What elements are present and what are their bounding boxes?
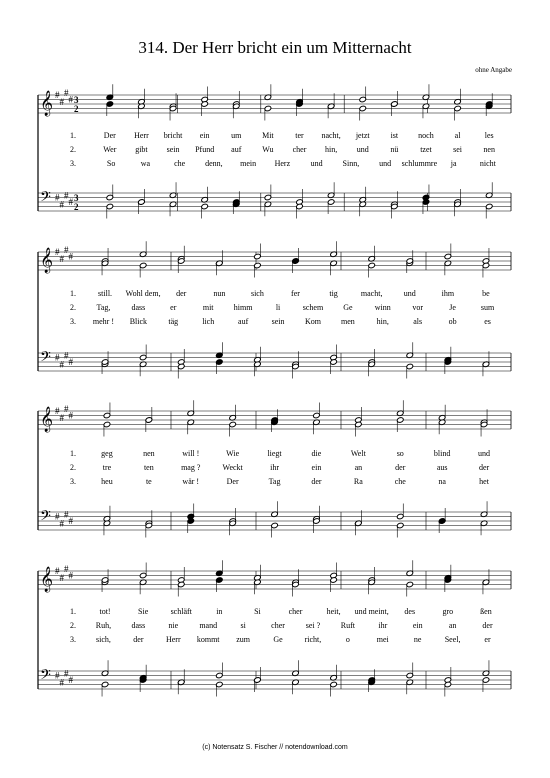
note-head [406, 363, 414, 370]
lyric-syllable: Der [103, 131, 116, 140]
lyric-syllable: Tag [268, 477, 281, 486]
lyric-syllable: der [395, 463, 406, 472]
sharp-icon: # [68, 251, 73, 262]
treble-clef-icon: 𝄞 [40, 407, 54, 432]
note-head [327, 199, 335, 206]
note-head [313, 412, 321, 419]
lyric-syllable: mit [202, 303, 214, 312]
lyric-syllable: li [275, 303, 281, 312]
lyric-syllable: denn, [205, 159, 223, 168]
lyric-syllable: Welt [350, 449, 366, 458]
lyric-syllable: ein [199, 131, 210, 140]
treble-clef-icon: 𝄞 [40, 248, 54, 273]
lyric-syllable: macht, [360, 289, 383, 298]
lyric-syllable: Pfund [195, 145, 215, 154]
bass-clef-icon: 𝄢 [40, 189, 51, 209]
note-head [216, 681, 224, 688]
note-head [216, 672, 224, 679]
lyric-syllable: ihm [441, 289, 455, 298]
lyric-syllable: richt, [304, 635, 322, 644]
lyric-syllable: und meint, [354, 607, 389, 616]
lyric-syllable: dass [131, 621, 146, 630]
sharp-icon: # [64, 563, 69, 574]
lyric-syllable: himm [233, 303, 253, 312]
lyric-syllable: gibt [135, 145, 148, 154]
note-head [406, 672, 414, 679]
lyric-syllable: ten [143, 463, 154, 472]
sharp-icon: # [64, 668, 69, 679]
lyric-syllable: der [176, 289, 187, 298]
time-signature: 2 [74, 104, 79, 114]
note-head [264, 105, 272, 112]
lyric-syllable: ein [412, 621, 423, 630]
sharp-icon: # [55, 670, 60, 681]
note-head [359, 105, 367, 112]
time-signature: 2 [74, 202, 79, 212]
sharp-icon: # [64, 350, 69, 361]
lyric-syllable: des [404, 607, 416, 616]
lyric-syllable: und [478, 449, 491, 458]
sharp-icon: # [64, 244, 69, 255]
lyric-syllable: ihr [378, 621, 388, 630]
note-head [454, 105, 462, 112]
lyric-syllable: sum [480, 303, 495, 312]
note-head [216, 577, 224, 584]
lyric-syllable: Tag, [96, 303, 111, 312]
lyric-syllable: ist [390, 131, 399, 140]
lyric-syllable: mehr ! [92, 317, 115, 326]
lyric-syllable: het [479, 477, 489, 486]
lyric-syllable: es [484, 317, 491, 326]
lyric-syllable: na [438, 477, 446, 486]
lyric-syllable: tzet [420, 145, 432, 154]
lyric-syllable: ßen [480, 607, 492, 616]
note-head [139, 262, 147, 269]
lyric-syllable: nie [168, 621, 179, 630]
lyric-syllable: täg [168, 317, 179, 326]
lyric-syllable: Wie [226, 449, 240, 458]
sharp-icon: # [59, 412, 64, 423]
note-head [444, 253, 452, 260]
note-head [482, 677, 490, 684]
lyric-syllable: nicht [479, 159, 496, 168]
treble-clef-icon: 𝄞 [40, 91, 54, 116]
note-head [368, 262, 376, 269]
lyric-syllable: Kom [304, 317, 321, 326]
note-head [271, 522, 279, 529]
lyric-syllable: Seel, [444, 635, 461, 644]
lyric-syllable: cher [288, 607, 303, 616]
note-head [254, 677, 262, 684]
lyric-syllable: si [240, 621, 246, 630]
note-head [396, 417, 404, 424]
lyric-syllable: Ra [353, 477, 363, 486]
lyric-syllable: zum [236, 635, 251, 644]
lyric-syllable: und [310, 159, 323, 168]
lyric-syllable: wär ! [182, 477, 200, 486]
lyric-syllable: Der [226, 477, 239, 486]
lyric-syllable: nacht, [321, 131, 341, 140]
lyric-syllable: auf [238, 317, 249, 326]
sharp-icon: # [55, 511, 60, 522]
note-head [139, 354, 147, 361]
sharp-icon: # [59, 253, 64, 264]
verse-number: 2. [70, 145, 76, 154]
lyric-syllable: sei ? [305, 621, 321, 630]
note-head [391, 101, 399, 108]
lyric-syllable: al [454, 131, 461, 140]
sharp-icon: # [64, 190, 69, 201]
lyric-syllable: heit, [326, 607, 341, 616]
lyric-syllable: liegt [267, 449, 282, 458]
footer-copyright: (c) Notensatz S. Fischer // notendownload.com [202, 744, 348, 751]
lyric-syllable: Sie [138, 607, 149, 616]
note-head [229, 421, 237, 428]
lyric-syllable: fer [291, 289, 300, 298]
lyric-syllable: und [356, 145, 369, 154]
lyric-syllable: der [482, 621, 493, 630]
lyric-syllable: sich [250, 289, 264, 298]
sharp-icon: # [59, 518, 64, 529]
lyric-syllable: Blick [129, 317, 148, 326]
verse-number: 2. [70, 463, 76, 472]
note-head [406, 581, 414, 588]
lyric-syllable: che [394, 477, 406, 486]
sharp-icon: # [64, 403, 69, 414]
sharp-icon: # [59, 96, 64, 107]
lyric-syllable: mein [240, 159, 257, 168]
lyric-syllable: Ruh, [95, 621, 112, 630]
lyric-syllable: schem [302, 303, 324, 312]
lyric-syllable: Herr [165, 635, 181, 644]
lyric-syllable: Herz [274, 159, 291, 168]
lyric-syllable: Sinn, [342, 159, 360, 168]
sharp-icon: # [68, 94, 73, 105]
lyric-syllable: les [484, 131, 494, 140]
lyric-syllable: men [340, 317, 355, 326]
lyric-syllable: jetzt [355, 131, 370, 140]
lyric-syllable: nen [483, 145, 495, 154]
lyric-syllable: che [174, 159, 186, 168]
sharp-icon: # [55, 247, 60, 257]
note-head [106, 101, 114, 108]
lyric-syllable: nun [213, 289, 226, 298]
note-head [201, 203, 209, 210]
lyric-syllable: Ge [343, 303, 353, 312]
verse-number: 3. [70, 635, 76, 644]
lyric-syllable: die [311, 449, 322, 458]
lyric-syllable: auf [231, 145, 242, 154]
lyric-syllable: Mit [262, 131, 274, 140]
note-head [145, 417, 153, 424]
note-head [254, 262, 262, 269]
note-head [101, 681, 109, 688]
sharp-icon: # [64, 509, 69, 520]
lyric-syllable: tre [102, 463, 112, 472]
lyric-syllable: winn [374, 303, 391, 312]
lyric-syllable: ter [295, 131, 304, 140]
lyric-syllable: und [379, 159, 392, 168]
sharp-icon: # [55, 406, 60, 416]
lyric-syllable: te [145, 477, 152, 486]
sharp-icon: # [59, 677, 64, 688]
lyric-syllable: noch [418, 131, 434, 140]
lyric-syllable: der [478, 463, 490, 472]
lyric-syllable: Herr [134, 131, 149, 140]
lyric-syllable: der [311, 477, 322, 486]
lyric-syllable: als [413, 317, 423, 326]
lyric-syllable: schlummre [401, 159, 438, 168]
lyric-syllable: nü [390, 145, 399, 154]
verse-number: 3. [70, 477, 76, 486]
lyric-syllable: ob [448, 317, 457, 326]
lyric-syllable: cher [292, 145, 307, 154]
lyric-syllable: Je [449, 303, 456, 312]
verse-number: 1. [70, 607, 76, 616]
time-signature: 3 [74, 193, 79, 203]
lyric-syllable: Weckt [222, 463, 243, 472]
sharp-icon: # [68, 357, 73, 367]
verse-number: 1. [70, 131, 76, 140]
lyric-syllable: mag ? [181, 463, 201, 472]
sharp-icon: # [59, 572, 64, 583]
lyric-syllable: Wer [103, 145, 117, 154]
lyric-syllable: still. [98, 289, 113, 298]
bass-clef-icon: 𝄢 [40, 508, 51, 528]
note-head [330, 681, 338, 688]
lyric-syllable: gro [442, 607, 454, 616]
note-head [264, 194, 272, 201]
lyric-syllable: Wohl dem, [125, 289, 161, 298]
lyric-syllable: sein [166, 145, 180, 154]
composer-credit: ohne Angabe [475, 66, 512, 74]
bass-clef-icon: 𝄢 [40, 349, 51, 369]
lyric-syllable: blind [433, 449, 451, 458]
lyric-syllable: sich, [96, 635, 111, 644]
note-head [103, 412, 111, 419]
note-head [106, 194, 114, 201]
lyric-syllable: ne [413, 635, 422, 644]
lyric-syllable: Ruft [340, 621, 355, 630]
sharp-icon: # [55, 566, 60, 576]
lyric-syllable: nen [143, 449, 155, 458]
lyric-syllable: tig [329, 289, 338, 298]
note-head [103, 421, 111, 428]
lyric-syllable: und [403, 289, 416, 298]
lyric-syllable: an [448, 621, 457, 630]
note-head [485, 203, 493, 210]
lyric-syllable: dass [131, 303, 146, 312]
lyric-syllable: um [231, 131, 242, 140]
note-head [292, 258, 300, 265]
lyric-syllable: Wu [262, 145, 274, 154]
lyric-syllable: an [354, 463, 363, 472]
sharp-icon: # [68, 516, 73, 526]
note-head [216, 359, 224, 366]
lyric-syllable: er [484, 635, 491, 644]
lyric-syllable: kommt [196, 635, 220, 644]
lyric-syllable: mand [199, 621, 218, 630]
lyric-syllable: be [482, 289, 490, 298]
note-head [359, 96, 367, 103]
lyric-syllable: heu [101, 477, 113, 486]
verse-number: 1. [70, 289, 76, 298]
lyric-syllable: geg [101, 449, 113, 458]
lyric-syllable: sein [271, 317, 285, 326]
bass-clef-icon: 𝄢 [40, 667, 51, 687]
sharp-icon: # [59, 359, 64, 370]
note-head [106, 203, 114, 210]
sharp-icon: # [64, 87, 69, 98]
lyric-syllable: Si [254, 607, 261, 616]
sharp-icon: # [68, 410, 73, 421]
lyric-syllable: hin, [324, 145, 338, 154]
lyric-syllable: in [216, 607, 223, 616]
verse-number: 3. [70, 317, 76, 326]
lyric-syllable: ein [311, 463, 322, 472]
verse-number: 3. [70, 159, 76, 168]
sharp-icon: # [68, 570, 73, 581]
note-head [396, 513, 404, 520]
lyric-syllable: So [106, 159, 116, 168]
lyric-syllable: ihr [270, 463, 279, 472]
sharp-icon: # [55, 192, 60, 203]
verse-number: 1. [70, 449, 76, 458]
lyric-syllable: er [170, 303, 177, 312]
note-head [396, 522, 404, 529]
lyric-syllable: schläft [170, 607, 192, 616]
lyric-syllable: lich [202, 317, 215, 326]
lyric-syllable: sei [453, 145, 463, 154]
note-head [254, 253, 262, 260]
lyric-syllable: der [133, 635, 144, 644]
sharp-icon: # [55, 90, 60, 100]
sharp-icon: # [68, 675, 73, 685]
lyric-syllable: aus [436, 463, 448, 472]
lyric-syllable: bricht [163, 131, 183, 140]
treble-clef-icon: 𝄞 [40, 567, 54, 592]
time-signature: 3 [74, 95, 79, 105]
note-head [138, 199, 146, 206]
lyric-syllable: tot! [99, 607, 111, 616]
lyric-syllable: so [396, 449, 404, 458]
lyric-syllable: will ! [182, 449, 200, 458]
lyric-syllable: o [345, 635, 350, 644]
lyric-syllable: wa [140, 159, 151, 168]
lyric-syllable: Ge [273, 635, 283, 644]
note-head [438, 518, 446, 525]
verse-number: 2. [70, 621, 76, 630]
lyric-syllable: ja [450, 159, 457, 168]
lyric-syllable: mei [376, 635, 389, 644]
sharp-icon: # [68, 197, 73, 207]
sharp-icon: # [55, 352, 60, 363]
note-head [139, 572, 147, 579]
page-title: 314. Der Herr bricht ein um Mitternacht [138, 38, 412, 57]
sharp-icon: # [59, 199, 64, 210]
verse-number: 2. [70, 303, 76, 312]
lyric-syllable: vor [412, 303, 424, 312]
lyric-syllable: cher [271, 621, 285, 630]
lyric-syllable: hin, [376, 317, 389, 326]
